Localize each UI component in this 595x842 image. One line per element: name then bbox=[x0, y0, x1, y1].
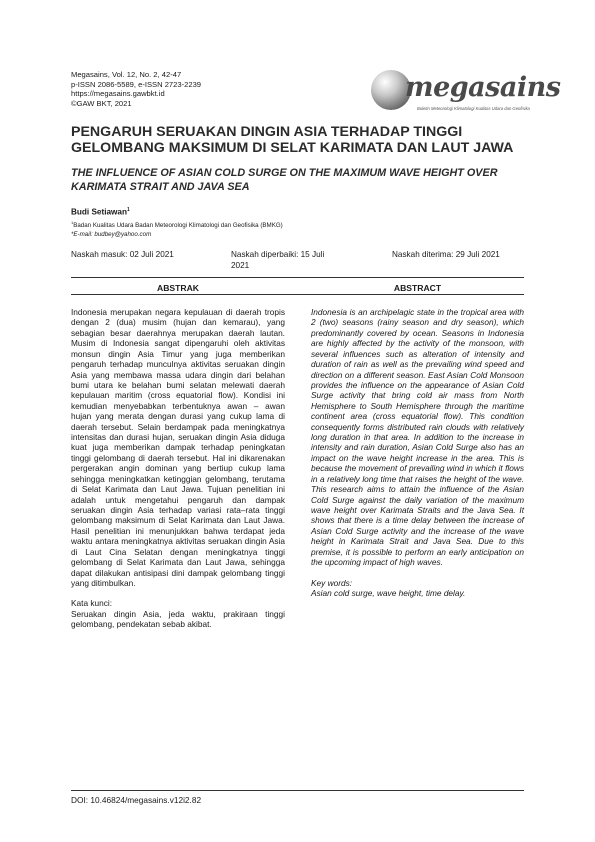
date-revised-line1: Naskah diperbaiki: 15 Juli bbox=[231, 250, 325, 259]
abstrak-keywords: Seruakan dingin Asia, jeda waktu, prakiraan tinggi gelombang, pendekatan sebab akibat. bbox=[71, 608, 285, 630]
affiliation bbox=[71, 219, 283, 239]
author-name: Budi Setiawan bbox=[71, 207, 127, 217]
abstract-keywords: Asian cold surge, wave height, time delay. bbox=[311, 587, 466, 598]
affiliation-sup: 1 bbox=[71, 220, 74, 225]
author-sup: 1 bbox=[126, 207, 130, 213]
logo-wordmark: megasains bbox=[405, 72, 561, 103]
date-received: Naskah masuk: 02 Juli 2021 bbox=[71, 250, 174, 259]
journal-issn: p-ISSN 2086-5589, e-ISSN 2723-2239 bbox=[71, 79, 202, 89]
date-revised bbox=[231, 250, 324, 271]
abstrak-body: Indonesia merupakan negara kepulauan di daerah tropis dengan 2 (dua) musim (hujan dan kemarau), yang sebagian besar daerahnya merupakan daerah lautan. Musim di Indonesia sangat dipengaruhi oleh aktivitas monsun dingin Asia Timur yang juga memberikan pengaruh terhadap munculnya aktivitas seruakan dingin Asia yang membawa massa udara dingin dari belahan bumi utara ke belahan bumi selatan melewati daerah kepulauan maritim (cross equatorial flow). Kondisi ini kemudian menyebabkan terbentuknya awan – awan hujan yang merata dengan durasi yang cukup lama di daerah tersebut. Selain berdampak pada meningkatnya intensitas dan durasi hujan, seruakan dingin Asia diduga kuat juga memberikan dampak terhadap peningkatan tinggi gelombang di daerah tersebut. Hal ini dikarenakan pergerakan angin dominan yang bertiup cukup lama sehingga meningkatkan ketinggian gelombang, terutama di Selat Karimata dan Laut Jawa. Tujuan penelitian ini adalah untuk mengetahui pengaruh dan dampak seruakan dingin Asia terhadap variasi rata–rata tinggi gelombang maksimum di Selat Karimata dan Laut Jawa. Hasil penelitian ini menunjukkan bahwa terdapat jeda waktu antara meningkatnya aktivitas seruakan dingin Asia di Laut Cina Selatan dengan meningkatnya tinggi gelombang di Selat Karimata dan Laut Jawa, sehingga dapat dilakukan antisipasi dini dampak gelombang tinggi yang ditimbulkan. bbox=[71, 307, 285, 588]
date-revised-line2: 2021 bbox=[231, 260, 250, 270]
divider-bottom bbox=[71, 790, 524, 791]
megasains-logo bbox=[371, 66, 561, 122]
abstrak-column bbox=[71, 307, 285, 630]
affiliation-institution: Badan Kualitas Udara Badan Meteorologi Klimatologi dan Geofisika (BMKG) bbox=[73, 222, 283, 230]
abstract-heading: ABSTRACT bbox=[393, 283, 442, 293]
logo-tagline: Buletin Meteorologi Klimatologi Kualitas Udara dan Geofisika bbox=[417, 106, 530, 111]
journal-url[interactable]: https://megasains.gawbkt.id bbox=[71, 89, 165, 99]
abstrak-keywords-label: Kata kunci: bbox=[71, 598, 113, 609]
divider-top bbox=[71, 277, 524, 278]
journal-volume: Megasains, Vol. 12, No. 2, 42-47 bbox=[71, 70, 182, 79]
divider-heading bbox=[71, 294, 524, 295]
doi[interactable]: DOI: 10.46824/megasains.v12i2.82 bbox=[71, 795, 202, 805]
abstract-body: Indonesia is an archipelagic state in the tropical area with 2 (two) seasons (rainy season and dry season), which predominantly covered by ocean. Seasons in Indonesia are highly affected by the activity of the monsoon, with several influences such as alteration of intensity and duration of rain as well as the prevailing wind speed and direction on a different season. East Asian Cold Monsoon provides the influence on the appearance of Asian Cold Surge activity that bring cold air mass from North Hemisphere to South Hemisphere through the maritime continent area (cross equatorial flow). This condition consequently forms distributed rain clouds with relatively long duration in that area. In addition to the increase in intensity and rain duration, Asian Cold Surge also has an impact on the wave height increase in the area. This is because the movement of prevailing wind in which it flows in a relatively long time that raises the height of the wave. This research aims to attain the influence of the Asian Cold Surge against the daily variation of the maximum wave height over Karimata Straits and the Java Sea. It shows that there is a time delay between the increase of Asian Cold Surge activity and the increase of the wave height in Karimata Strait and Java Sea. Due to this premise, it is possible to perform an early anticipation on the upcoming impact of high waves. bbox=[311, 307, 524, 568]
abstract-keywords-label: Key words: bbox=[311, 577, 353, 588]
abstract-column bbox=[311, 307, 524, 598]
affiliation-email: *E-mail: budbey@yahoo.com bbox=[71, 230, 152, 238]
abstrak-heading: ABSTRAK bbox=[156, 283, 199, 293]
journal-meta bbox=[71, 70, 201, 108]
title-indonesian: PENGARUH SERUAKAN DINGIN ASIA TERHADAP TINGGI GELOMBANG MAKSIMUM DI SELAT KARIMATA DAN LAUT JAWA bbox=[71, 124, 514, 157]
author bbox=[71, 207, 130, 217]
date-accepted: Naskah diterima: 29 Juli 2021 bbox=[392, 250, 500, 259]
journal-copyright: ©GAW BKT, 2021 bbox=[71, 98, 132, 108]
title-english: THE INFLUENCE OF ASIAN COLD SURGE ON THE MAXIMUM WAVE HEIGHT OVER KARIMATA STRAIT AND JAVA SEA bbox=[71, 167, 498, 193]
